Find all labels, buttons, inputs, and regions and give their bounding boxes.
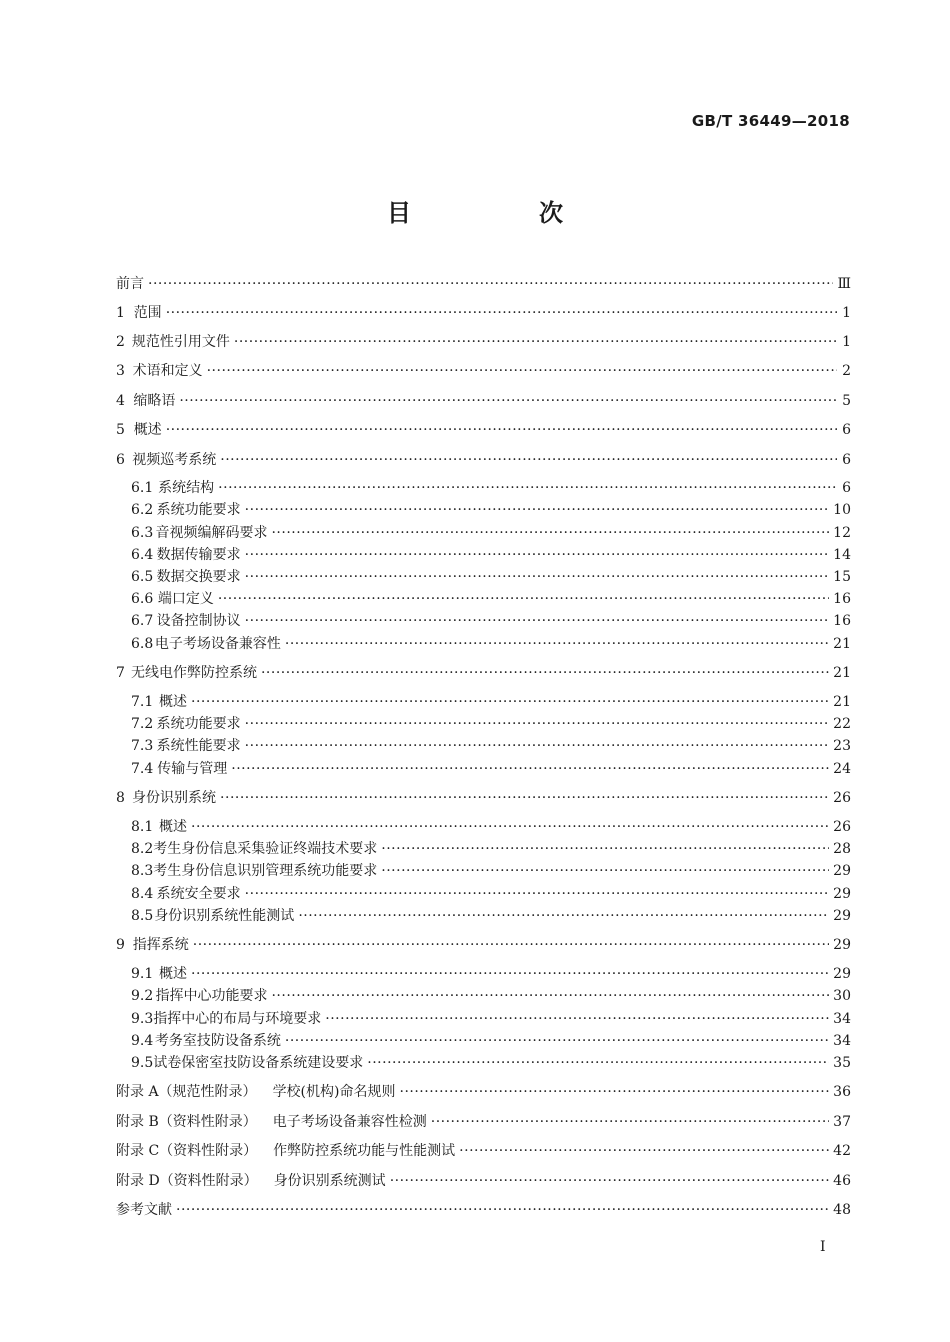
toc-label: 指挥中心的布局与环境要求 — [153, 1011, 322, 1027]
toc-page: Ⅲ — [837, 276, 851, 292]
toc-page: 24 — [833, 761, 851, 777]
toc-label: 音视频编解码要求 — [155, 525, 268, 541]
table-of-contents — [116, 0, 851, 1342]
toc-entry[interactable] — [131, 713, 851, 735]
toc-leader — [367, 1052, 829, 1074]
toc-label: 系统功能要求 — [156, 716, 241, 732]
toc-entry[interactable] — [131, 905, 851, 927]
toc-label: 数据交换要求 — [156, 569, 241, 585]
toc-number: 6.6 — [131, 591, 154, 607]
toc-entry[interactable] — [131, 860, 851, 882]
toc-label: 前言 — [116, 276, 144, 292]
toc-number: 9.1 — [131, 966, 154, 982]
toc-leader — [400, 1081, 830, 1103]
toc-leader — [381, 838, 829, 860]
toc-page: 23 — [833, 738, 851, 754]
toc-number: 8.1 — [131, 819, 154, 835]
toc-leader — [381, 860, 829, 882]
toc-entry[interactable] — [131, 985, 851, 1007]
toc-label: 缩略语 — [133, 393, 176, 409]
toc-label: 概述 — [159, 819, 188, 835]
toc-leader — [459, 1140, 829, 1162]
toc-label: 范围 — [133, 305, 162, 321]
toc-page: 34 — [833, 1011, 851, 1027]
toc-page: 48 — [833, 1202, 851, 1218]
toc-leader — [191, 816, 829, 838]
toc-leader — [245, 499, 830, 521]
toc-page: 29 — [833, 863, 851, 879]
toc-page: 6 — [842, 422, 851, 438]
toc-leader — [245, 566, 830, 588]
toc-leader — [271, 522, 829, 544]
toc-page: 29 — [833, 937, 851, 953]
toc-page: 22 — [833, 716, 851, 732]
toc-number: 9.2 — [131, 988, 154, 1004]
toc-entry[interactable] — [116, 1081, 851, 1103]
toc-leader — [166, 302, 837, 324]
toc-entry[interactable] — [131, 633, 851, 655]
toc-leader — [325, 1008, 829, 1030]
toc-page: 42 — [833, 1143, 851, 1159]
toc-number: 7.3 — [131, 738, 154, 754]
toc-page: 1 — [842, 305, 851, 321]
toc-entry[interactable] — [131, 1030, 851, 1052]
toc-number: 6.5 — [131, 569, 154, 585]
toc-page: 29 — [833, 966, 851, 982]
toc-label: 电子考场设备兼容性检测 — [272, 1114, 427, 1130]
toc-entry[interactable] — [116, 360, 851, 382]
toc-number: 6.3 — [131, 525, 154, 541]
toc-label: 术语和定义 — [132, 363, 203, 379]
toc-label: 考生身份信息采集验证终端技术要求 — [153, 841, 378, 857]
toc-page: 6 — [842, 480, 851, 496]
toc-leader — [285, 633, 829, 655]
toc-label: 学校(机构)命名规则 — [272, 1084, 396, 1100]
page-number: Ⅰ — [820, 1239, 826, 1255]
toc-appendix-label: 附录 B（资料性附录） — [116, 1114, 257, 1130]
toc-label: 身份识别系统测试 — [273, 1173, 386, 1189]
toc-number: 8.4 — [131, 886, 154, 902]
toc-entry[interactable] — [116, 302, 851, 324]
toc-number: 9.4 — [131, 1033, 154, 1049]
toc-entry[interactable] — [116, 273, 851, 295]
toc-number: 1 — [116, 305, 125, 321]
toc-leader — [245, 735, 830, 757]
toc-entry[interactable] — [131, 816, 851, 838]
toc-label: 系统性能要求 — [156, 738, 241, 754]
toc-page: 14 — [833, 547, 851, 563]
toc-leader — [191, 963, 829, 985]
toc-number: 2 — [116, 334, 125, 350]
toc-label: 指挥中心功能要求 — [155, 988, 268, 1004]
toc-page: 1 — [842, 334, 851, 350]
toc-page: 28 — [833, 841, 851, 857]
toc-label: 端口定义 — [157, 591, 214, 607]
toc-number: 6.8 — [131, 636, 154, 652]
toc-leader — [271, 985, 829, 1007]
toc-number: 5 — [116, 422, 125, 438]
toc-entry[interactable] — [116, 934, 851, 956]
toc-page: 29 — [833, 886, 851, 902]
toc-entry[interactable] — [116, 1199, 851, 1221]
toc-leader — [261, 662, 829, 684]
toc-leader — [207, 360, 837, 382]
toc-entry[interactable] — [131, 758, 851, 780]
toc-page: 5 — [842, 393, 851, 409]
toc-page: 10 — [833, 502, 851, 518]
toc-number: 8.2 — [131, 841, 154, 857]
toc-entry[interactable] — [131, 588, 851, 610]
toc-number: 7.2 — [131, 716, 154, 732]
toc-label: 视频巡考系统 — [132, 452, 217, 468]
toc-leader — [218, 477, 837, 499]
toc-entry[interactable] — [131, 566, 851, 588]
toc-leader — [245, 883, 830, 905]
toc-leader — [234, 331, 837, 353]
toc-label: 电子考场设备兼容性 — [154, 636, 281, 652]
toc-leader — [176, 1199, 829, 1221]
toc-number: 9.3 — [131, 1011, 154, 1027]
toc-appendix-label: 附录 D（资料性附录） — [116, 1173, 258, 1189]
toc-label: 试卷保密室技防设备系统建设要求 — [153, 1055, 364, 1071]
toc-number: 4 — [116, 393, 125, 409]
toc-entry[interactable] — [116, 419, 851, 441]
toc-label: 身份识别系统 — [132, 790, 217, 806]
page-title: 目 次 — [387, 199, 615, 227]
toc-page: 30 — [833, 988, 851, 1004]
toc-entry[interactable] — [131, 499, 851, 521]
toc-number: 6.4 — [131, 547, 154, 563]
toc-page: 35 — [833, 1055, 851, 1071]
toc-entry[interactable] — [116, 787, 851, 809]
toc-number: 6 — [116, 452, 125, 468]
toc-number: 7.4 — [131, 761, 154, 777]
toc-label: 作弊防控系统功能与性能测试 — [273, 1143, 456, 1159]
toc-label: 考生身份信息识别管理系统功能要求 — [153, 863, 378, 879]
toc-page: 36 — [833, 1084, 851, 1100]
toc-page: 26 — [833, 819, 851, 835]
toc-leader — [191, 691, 829, 713]
toc-entry[interactable] — [131, 691, 851, 713]
toc-page: 37 — [833, 1114, 851, 1130]
toc-number: 8 — [116, 790, 125, 806]
toc-leader — [218, 588, 829, 610]
toc-leader — [220, 449, 837, 471]
toc-leader — [245, 713, 830, 735]
toc-number: 7 — [116, 665, 125, 681]
toc-page: 21 — [833, 636, 851, 652]
toc-page: 16 — [833, 613, 851, 629]
toc-page: 6 — [842, 452, 851, 468]
toc-entry[interactable] — [116, 331, 851, 353]
toc-label: 系统功能要求 — [156, 502, 241, 518]
toc-leader — [390, 1170, 829, 1192]
toc-leader — [285, 1030, 829, 1052]
toc-label: 无线电作弊防控系统 — [130, 665, 257, 681]
toc-page: 29 — [833, 908, 851, 924]
toc-entry[interactable] — [116, 662, 851, 684]
toc-page: 12 — [833, 525, 851, 541]
toc-page: 21 — [833, 665, 851, 681]
toc-entry[interactable] — [131, 1008, 851, 1030]
toc-entry[interactable] — [131, 838, 851, 860]
toc-number: 6.1 — [131, 480, 154, 496]
toc-label: 参考文献 — [116, 1202, 172, 1218]
toc-leader — [231, 758, 829, 780]
toc-page: 26 — [833, 790, 851, 806]
toc-leader — [193, 934, 829, 956]
toc-leader — [298, 905, 829, 927]
toc-page: 15 — [833, 569, 851, 585]
toc-entry[interactable] — [131, 963, 851, 985]
toc-label: 考务室技防设备系统 — [154, 1033, 281, 1049]
toc-label: 规范性引用文件 — [131, 334, 230, 350]
standard-code: GB/T 36449—2018 — [691, 112, 850, 130]
toc-label: 概述 — [159, 694, 188, 710]
toc-entry[interactable] — [116, 1140, 851, 1162]
toc-leader — [431, 1111, 829, 1133]
toc-page: 34 — [833, 1033, 851, 1049]
toc-label: 指挥系统 — [132, 937, 189, 953]
toc-label: 设备控制协议 — [156, 613, 241, 629]
toc-number: 6.7 — [131, 613, 154, 629]
toc-entry[interactable] — [116, 390, 851, 412]
toc-leader — [166, 419, 837, 441]
toc-entry[interactable] — [131, 477, 851, 499]
toc-entry[interactable] — [131, 735, 851, 757]
toc-page: 46 — [833, 1173, 851, 1189]
toc-page: 16 — [833, 591, 851, 607]
toc-number: 8.5 — [131, 908, 154, 924]
toc-leader — [148, 273, 833, 295]
toc-entry[interactable] — [131, 610, 851, 632]
toc-entry[interactable] — [131, 883, 851, 905]
toc-label: 身份识别系统性能测试 — [154, 908, 295, 924]
toc-appendix-label: 附录 C（资料性附录） — [116, 1143, 258, 1159]
toc-label: 系统安全要求 — [156, 886, 241, 902]
toc-entry[interactable] — [116, 1170, 851, 1192]
toc-leader — [245, 544, 830, 566]
toc-label: 传输与管理 — [157, 761, 228, 777]
toc-label: 概述 — [159, 966, 188, 982]
toc-entry[interactable] — [116, 449, 851, 471]
toc-entry[interactable] — [131, 1052, 851, 1074]
toc-number: 9 — [116, 937, 125, 953]
toc-number: 3 — [116, 363, 125, 379]
toc-label: 概述 — [133, 422, 162, 438]
toc-leader — [245, 610, 830, 632]
toc-entry[interactable] — [116, 1111, 851, 1133]
toc-number: 9.5 — [131, 1055, 154, 1071]
toc-appendix-label: 附录 A（规范性附录） — [116, 1084, 257, 1100]
toc-page: 2 — [842, 363, 851, 379]
toc-number: 8.3 — [131, 863, 154, 879]
toc-number: 7.1 — [131, 694, 154, 710]
toc-entry[interactable] — [131, 522, 851, 544]
toc-label: 数据传输要求 — [156, 547, 241, 563]
toc-label: 系统结构 — [158, 480, 215, 496]
toc-number: 6.2 — [131, 502, 154, 518]
toc-entry[interactable] — [131, 544, 851, 566]
toc-leader — [179, 390, 837, 412]
toc-page: 21 — [833, 694, 851, 710]
toc-leader — [220, 787, 829, 809]
